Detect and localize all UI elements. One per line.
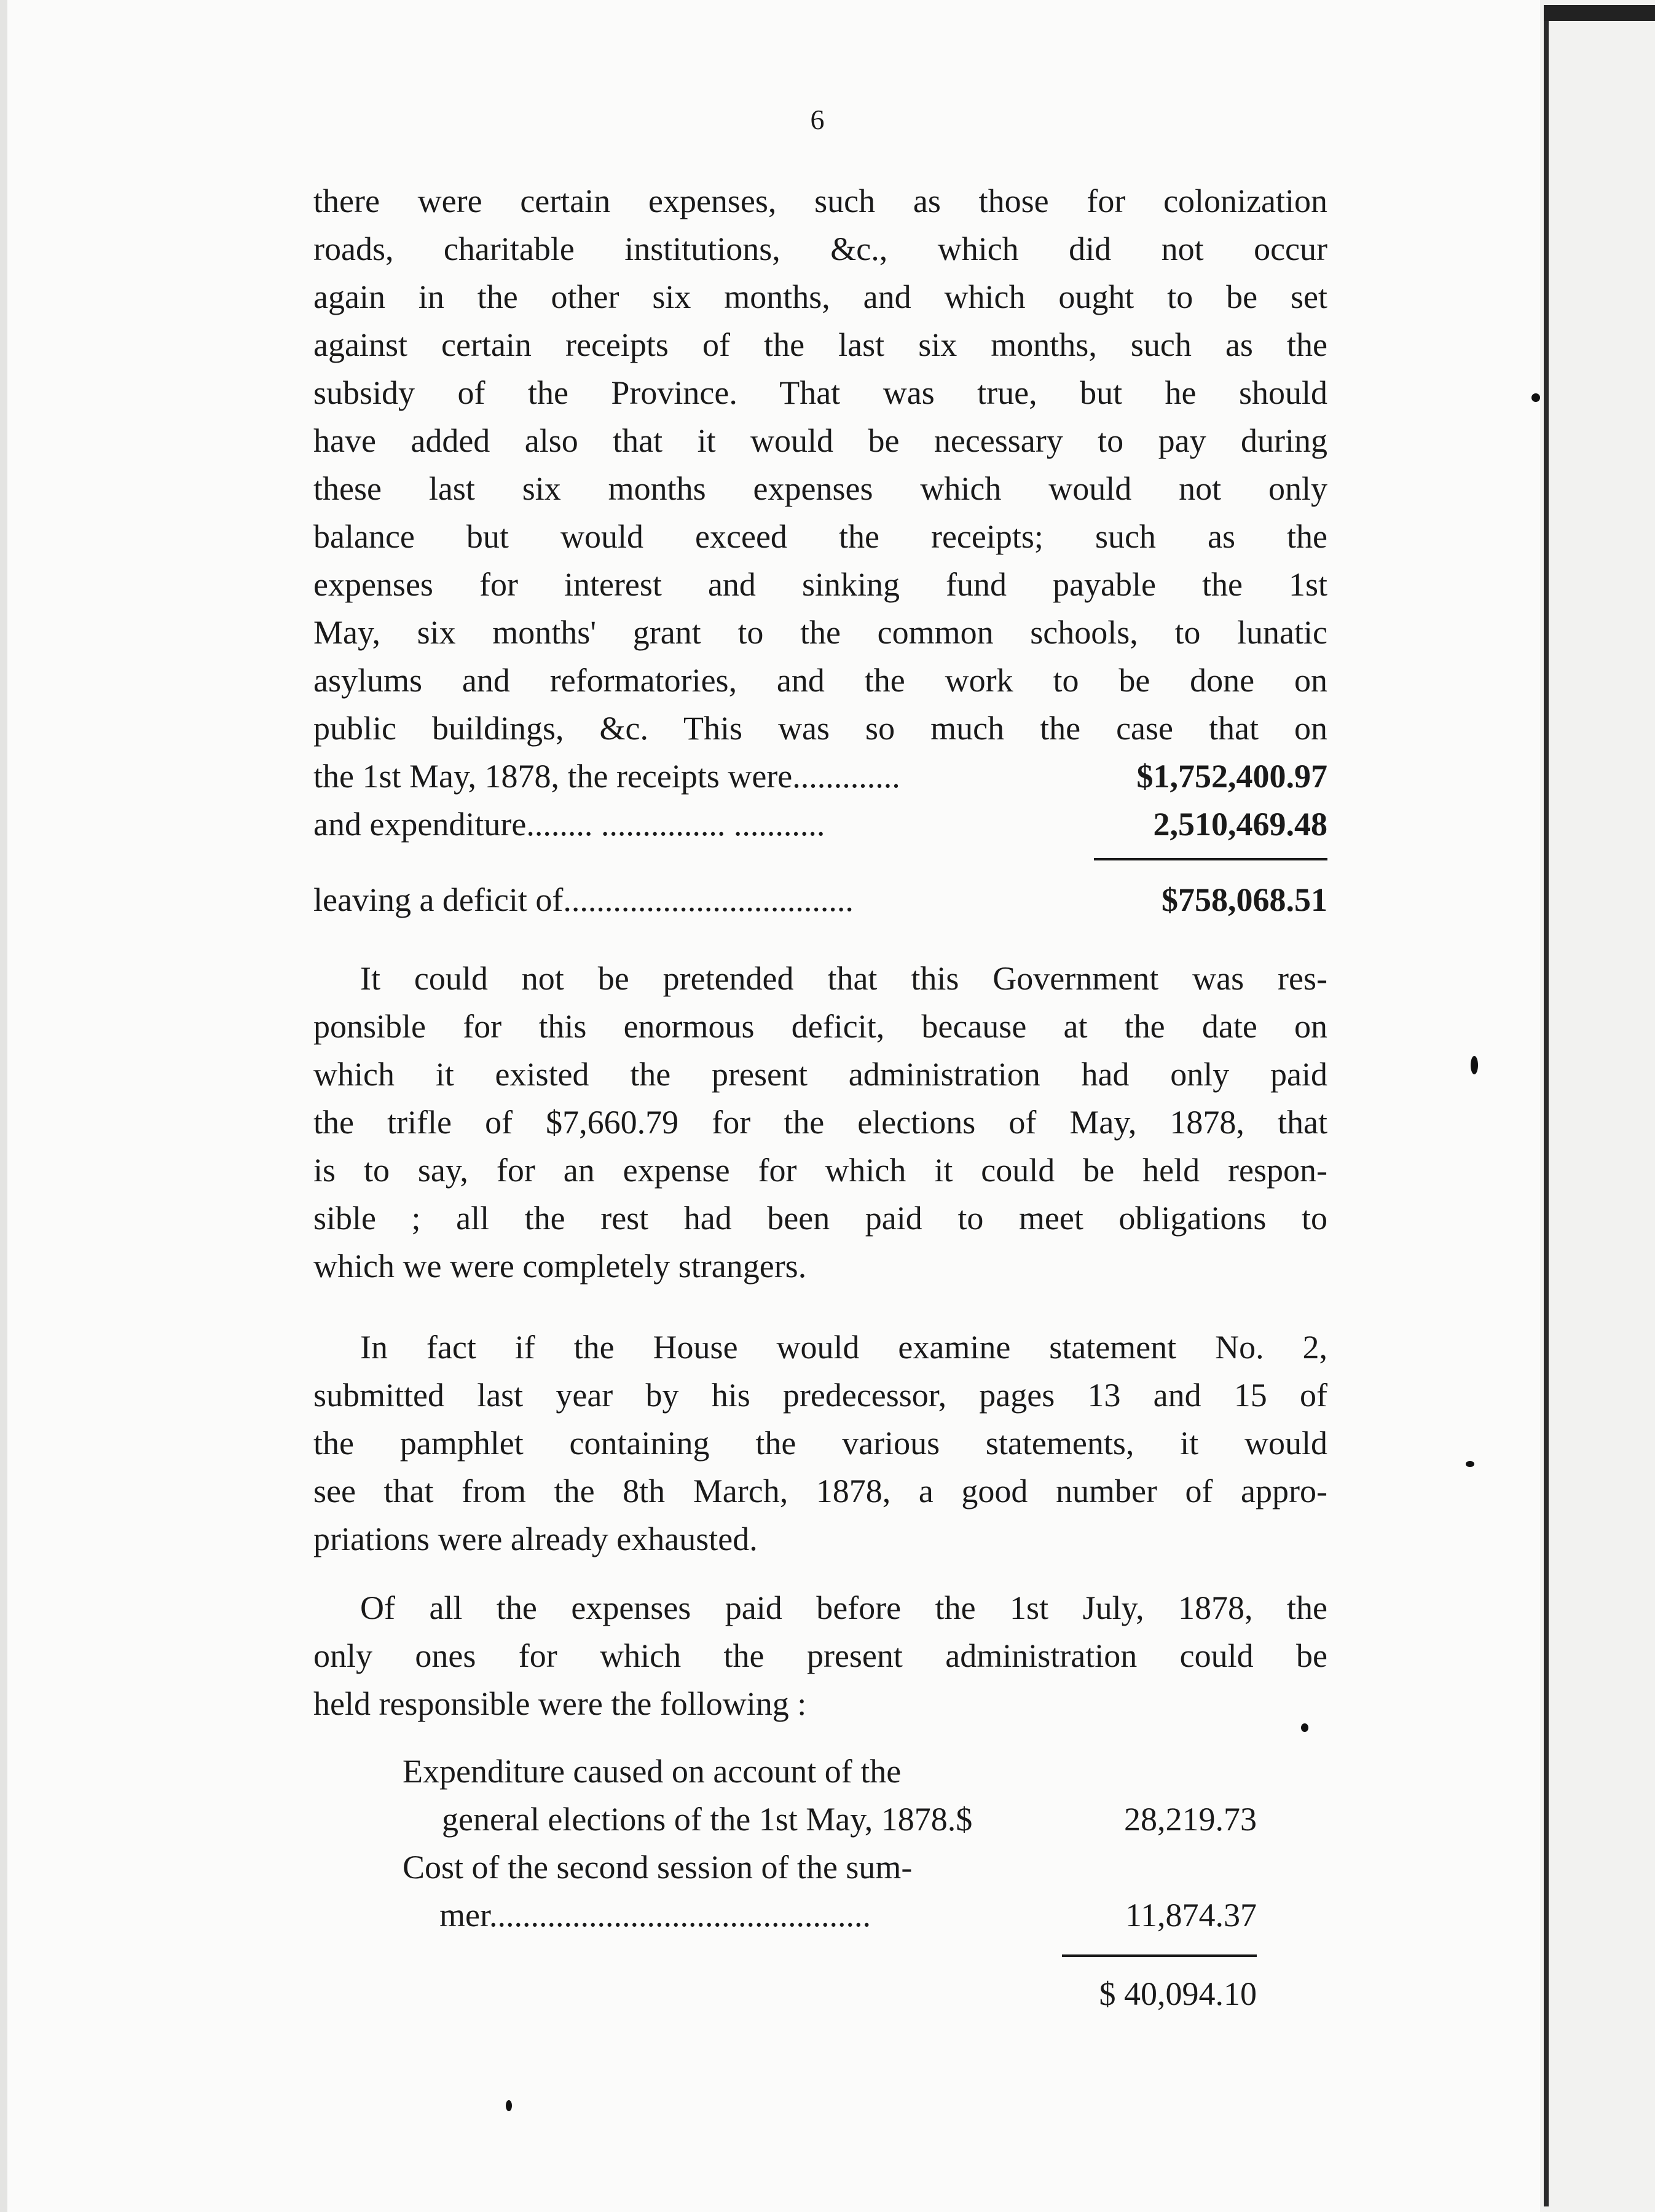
paragraph-statement-no-2 (313, 1323, 1327, 1563)
text-line: which we were completely strangers. (313, 1248, 807, 1285)
text-line: which it existed the present administration had only paid (313, 1056, 1327, 1093)
paragraph-continued (313, 177, 1327, 752)
text-line: again in the other six months, and which ought to be set (313, 278, 1327, 315)
text-line: ponsible for this enormous deficit, because at the date on (313, 1008, 1327, 1045)
expenditure-amount: 2,510,469.48 (1153, 806, 1327, 843)
text-line: public buildings, &c. This was so much the case that on (313, 710, 1327, 747)
text-line: only ones for which the present administration could be (313, 1637, 1327, 1674)
total-rule (1062, 1954, 1257, 1957)
expense-label: general elections of the 1st May, 1878.$ (442, 1801, 973, 1838)
text-line: have added also that it would be necessary to pay during (313, 422, 1327, 459)
expense-label: mer.............................................. (439, 1897, 871, 1934)
ink-speck (1471, 1056, 1478, 1074)
expense-item-election-line1 (403, 1747, 1257, 1795)
binding-margin (1540, 0, 1655, 2212)
binding-edge-line (1544, 12, 1549, 2206)
ink-speck (1531, 393, 1540, 402)
text-line: asylums and reformatories, and the work to be done on (313, 662, 1327, 699)
text-line: In fact if the House would examine statement No. 2, (360, 1329, 1327, 1366)
text-line: subsidy of the Province. That was true, but he should (313, 374, 1327, 411)
expense-total (403, 1970, 1257, 2018)
text-line: sible ; all the rest had been paid to meet obligations to (313, 1200, 1327, 1237)
text-line: It could not be pretended that this Government was res- (360, 960, 1327, 997)
expense-item-session-line1 (403, 1843, 1257, 1891)
text-line: expenses for interest and sinking fund payable the 1st (313, 566, 1327, 603)
text-line: the trifle of $7,660.79 for the elections of May, 1878, that (313, 1104, 1327, 1141)
expense-item-session-line2 (403, 1891, 1257, 1939)
receipts-label: the 1st May, 1878, the receipts were............. (313, 758, 900, 795)
text-line: priations were already exhausted. (313, 1521, 758, 1557)
expense-item-election-line2 (403, 1795, 1257, 1843)
text-line: there were certain expenses, such as those for colonization (313, 183, 1327, 219)
page-left-edge (0, 0, 7, 2212)
text-line: balance but would exceed the receipts; such as the (313, 518, 1327, 555)
receipts-expenditure-statement (313, 752, 1327, 848)
text-line: Of all the expenses paid before the 1st July, 1878, the (360, 1589, 1327, 1626)
receipts-row (313, 752, 1327, 800)
deficit-statement (313, 876, 1327, 924)
paragraph-deficit-responsibility (313, 954, 1327, 1290)
deficit-label: leaving a deficit of................................... (313, 881, 854, 918)
expense-label: Cost of the second session of the sum- (403, 1849, 913, 1886)
paragraph-expenses-before-july (313, 1584, 1327, 1728)
expense-amount: 28,219.73 (1124, 1801, 1257, 1838)
deficit-amount: $758,068.51 (1162, 881, 1327, 918)
expenditure-row (313, 800, 1327, 848)
binding-corner (1544, 5, 1655, 21)
text-line: roads, charitable institutions, &c., which did not occur (313, 230, 1327, 267)
expenditure-label: and expenditure........ ............... ........... (313, 806, 825, 843)
text-line: the pamphlet containing the various statements, it would (313, 1425, 1327, 1462)
text-line: these last six months expenses which would not only (313, 470, 1327, 507)
expense-label: Expenditure caused on account of the (403, 1753, 902, 1790)
text-line: is to say, for an expense for which it could be held respon- (313, 1152, 1327, 1189)
ink-speck (1466, 1461, 1474, 1467)
expense-total-spacer (403, 1970, 1099, 2018)
text-line: submitted last year by his predecessor, pages 13 and 15 of (313, 1377, 1327, 1414)
text-line: see that from the 8th March, 1878, a good number of appro- (313, 1473, 1327, 1509)
receipts-amount: $1,752,400.97 (1136, 758, 1327, 795)
sum-rule (1094, 858, 1327, 860)
deficit-row (313, 876, 1327, 924)
ink-speck (506, 2100, 512, 2111)
page-number: 6 (810, 104, 825, 135)
text-line: May, six months' grant to the common schools, to lunatic (313, 614, 1327, 651)
expense-amount: 11,874.37 (1125, 1897, 1257, 1934)
text-line: against certain receipts of the last six months, such as the (313, 326, 1327, 363)
expense-total-amount: $ 40,094.10 (1099, 1975, 1257, 2012)
text-line: held responsible were the following : (313, 1685, 807, 1722)
expense-table (403, 1747, 1257, 1939)
expense-total-row (403, 1970, 1257, 2018)
